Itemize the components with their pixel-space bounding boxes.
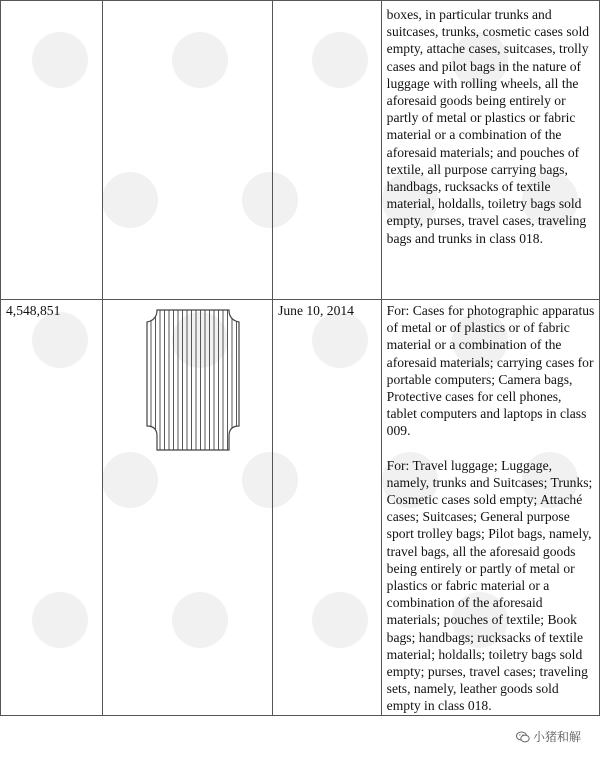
mark-cell [103,300,273,716]
date-cell [273,1,382,300]
registration-number-cell [1,300,103,716]
goods-cell [381,300,599,716]
registration-number: 4,548,851 [6,303,61,318]
goods-cell [381,1,599,300]
date-cell [273,300,382,716]
table-row [1,300,600,716]
table-row [1,1,600,300]
luggage-shell-mark-icon [143,306,243,454]
mark-cell [103,1,273,300]
wechat-icon [516,731,530,743]
footer-watermark-text: 小猪和解 [532,730,581,744]
paragraph-gap [387,440,595,457]
footer-watermark [514,728,583,745]
registration-number-cell [1,1,103,300]
registration-date: June 10, 2014 [278,303,354,318]
goods-description: boxes, in particular trunks and suitcases, trunks, cosmetic cases sold empty, attache cases, suitcases, trolly cases and pilot bags in the nature of luggage with rolling wheels, all the aforesaid goods being entirely or partly of metal or plastics or fabric material or a combination of the aforesaid materials; and pouches of textile, all purpose carrying bags, handbags, rucksacks of textile material, holdalls, toiletry bags sold empty, purses, travel cases, traveling bags and trunks in class 018. [386,7,590,246]
goods-description-class-009: For: Cases for photographic apparatus of metal or of plastics or of fabric material or a combination of the aforesaid materials; carrying cases for portable computers; Camera bags, Protective cases for cell phones, tablet computers and laptops in class 009. [386,303,595,439]
goods-description-class-018: For: Travel luggage; Luggage, namely, trunks and Suitcases; Trunks; Cosmetic cases sold empty; Attaché cases; Suitcases; General purpose sport trolley bags; Pilot bags, namely, travel bags, all the aforesaid goods being entirely or partly of metal or plastics or fabric material or a combination of the aforesaid materials; pouches of textile; Book bags; handbags; rucksacks of textile material; holdalls; toiletry bags sold empty; purses, travel cases; traveling sets, namely, leather goods sold empty in class 018. [386,457,593,714]
